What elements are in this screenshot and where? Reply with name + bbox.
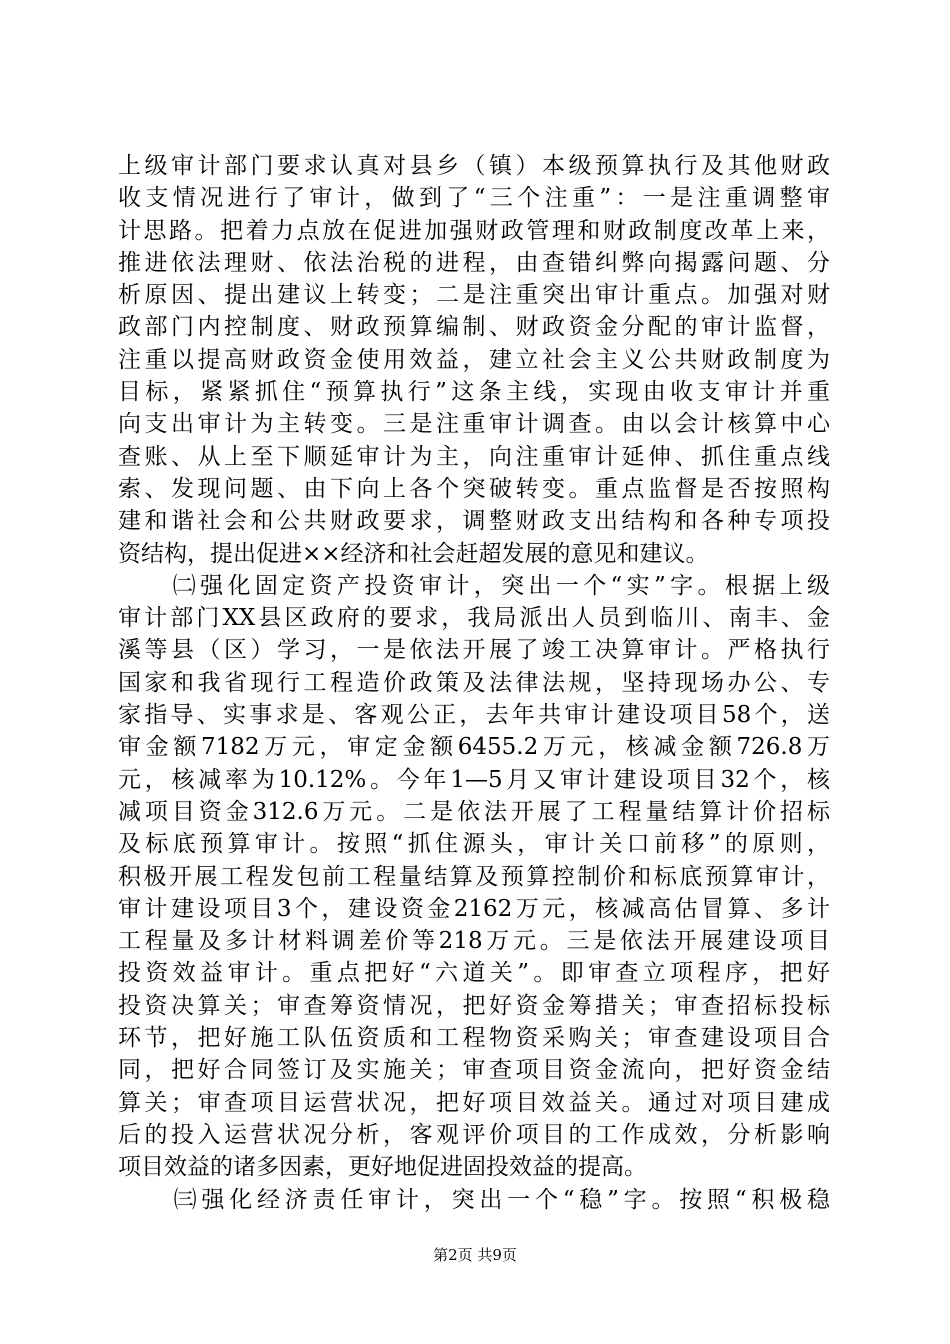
text-line: 向支出审计为主转变。三是注重审计调查。由以会计核算中心 [118,411,830,438]
text-line: 审计部门XX县区政府的要求，我局派出人员到临川、南丰、金 [118,605,830,632]
text-line: 项目效益的诸多因素，更好地促进固投效益的提高。 [118,1154,647,1181]
text-line: 元，核减率为10.12%。今年1—5月又审计建设项目32个，核 [118,766,830,793]
text-line: 析原因、提出建议上转变；二是注重突出审计重点。加强对财 [118,282,830,309]
text-line: 政部门内控制度、财政预算编制、财政资金分配的审计监督， [118,314,830,341]
text-line: 同，把好合同签订及实施关；审查项目资金流向，把好资金结 [118,1057,830,1084]
text-line: 上级审计部门要求认真对县乡（镇）本级预算执行及其他财政 [118,153,830,179]
text-line: ㈢强化经济责任审计，突出一个“稳”字。按照“积极稳 [118,1186,830,1213]
text-line: 推进依法理财、依法治税的进程，由查错纠弊向揭露问题、分 [118,249,830,276]
text-line: 投资决算关；审查筹资情况，把好资金筹措关；审查招标投标 [118,992,830,1019]
text-line: 投资效益审计。重点把好“六道关”。即审查立项程序，把好 [118,960,830,987]
text-line: 溪等县（区）学习，一是依法开展了竣工决算审计。严格执行 [118,637,830,664]
body-text [118,150,830,1216]
text-line: 注重以提高财政资金使用效益，建立社会主义公共财政制度为 [118,346,830,373]
text-line: 减项目资金312.6万元。二是依法开展了工程量结算计价招标 [118,798,830,825]
text-line: 审计建设项目3个，建设资金2162万元，核减高估冒算、多计 [118,895,830,922]
text-line: 索、发现问题、由下向上各个突破转变。重点监督是否按照构 [118,475,830,502]
text-line: 算关；审查项目运营状况，把好项目效益关。通过对项目建成 [118,1089,830,1116]
text-line: 审金额7182万元，审定金额6455.2万元，核减金额726.8万 [118,734,830,761]
text-line: 工程量及多计材料调差价等218万元。三是依法开展建设项目 [118,928,830,955]
text-line: 目标，紧紧抓住“预算执行”这条主线，实现由收支审计并重 [118,379,830,406]
text-line: 环节，把好施工队伍资质和工程物资采购关；审查建设项目合 [118,1025,830,1052]
text-line: 建和谐社会和公共财政要求，调整财政支出结构和各种专项投 [118,508,830,535]
text-line: 国家和我省现行工程造价政策及法律法规，坚持现场办公、专 [118,669,830,696]
text-line: 收支情况进行了审计，做到了“三个注重”：一是注重调整审 [118,185,830,212]
page-footer: 第2页 共9页 [433,1246,517,1264]
text-line: 查账、从上至下顺延审计为主，向注重审计延伸、抓住重点线 [118,443,830,470]
text-line: 积极开展工程发包前工程量结算及预算控制价和标底预算审计， [118,863,830,890]
text-line: 家指导、实事求是、客观公正，去年共审计建设项目58个，送 [118,702,830,729]
text-line: 资结构，提出促进××经济和社会赶超发展的意见和建议。 [118,540,709,567]
text-line: 后的投入运营状况分析，客观评价项目的工作成效，分析影响 [118,1121,830,1148]
text-line: 及标底预算审计。按照“抓住源头，审计关口前移”的原则， [118,831,830,858]
text-line: 计思路。把着力点放在促进加强财政管理和财政制度改革上来， [118,217,830,244]
text-line: ㈡强化固定资产投资审计，突出一个“实”字。根据上级 [118,572,830,599]
